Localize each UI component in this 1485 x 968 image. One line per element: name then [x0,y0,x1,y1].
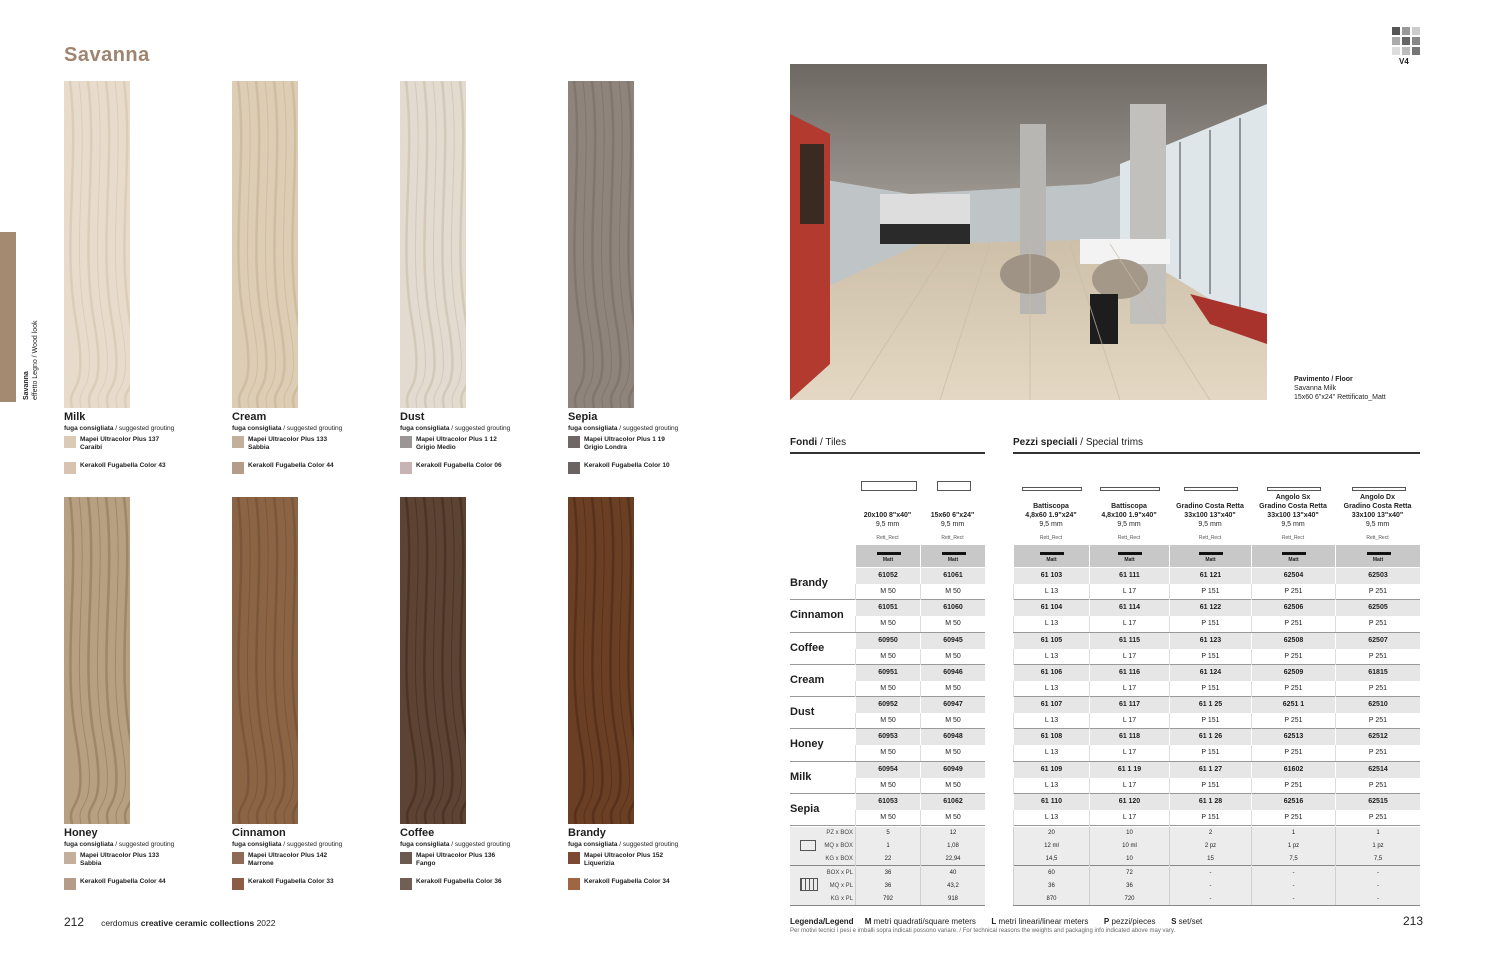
pack-label: MQ x PL [829,883,853,889]
grout-product: Mapei Ultracolor Plus 137 Caraibi [80,436,160,451]
side-label-sub: effetto Legno / Wood look [32,320,39,400]
unit-value: L 13 [1013,713,1089,729]
finish-label: Matt [1372,557,1384,563]
product-code: 62509 [1251,665,1335,681]
grout-color-chip [64,878,76,890]
unit-value: L 17 [1089,713,1169,729]
unit-value: M 50 [920,649,985,665]
pack-value: 22 [855,853,920,866]
unit-value: P 251 [1335,584,1420,600]
column-heading: Gradino Costa Retta 33x100 13"x40" 9,5 mm [1176,503,1244,528]
finish-header [1169,545,1251,567]
grout-product: Kerakoll Fugabella Color 36 [416,878,502,885]
tiles-heading-rule [790,452,985,454]
matt-bar-icon [1282,552,1306,555]
unit-value: L 17 [1089,681,1169,697]
pack-value: 7,5 [1251,853,1335,866]
table-bottom-rule [1013,905,1420,906]
trim-profile-icon [937,481,971,491]
column-heading: Angolo Dx Gradino Costa Retta 33x100 13"x40" 9,5 mm [1343,494,1412,528]
grout-color-chip [64,436,76,448]
pack-value: 40 [920,867,985,880]
unit-value: L 13 [1013,584,1089,600]
side-vertical-label [22,230,42,400]
tile-sample [232,81,298,408]
finish-label: Matt [1288,557,1299,563]
swatch-name: Coffee [400,827,435,839]
grout-color-chip [232,852,244,864]
footer-brand: cerdomus creative ceramic collections 2022 [101,918,276,928]
unit-value: L 13 [1013,810,1089,826]
side-label-name: Savanna [23,371,30,400]
swatch-name: Dust [400,411,425,423]
grout-label: fuga consigliata / suggested grouting [400,425,511,432]
pack-value: 36 [1089,880,1169,893]
pack-value: 1 [1251,827,1335,840]
pack-label: BOX x PL [826,870,853,876]
grout-color-chip [232,436,244,448]
pack-label: PZ x BOX [826,830,853,836]
unit-value: L 13 [1013,649,1089,665]
tile-sample [568,81,634,408]
matt-bar-icon [1367,552,1391,555]
pack-value: 720 [1089,893,1169,906]
grout-product: Kerakoll Fugabella Color 34 [584,878,670,885]
page-title: Savanna [64,44,150,66]
trim-profile-icon [1352,487,1406,491]
product-code: 61 109 [1013,762,1089,778]
tile-sample [400,81,466,408]
pack-value: 12 ml [1013,840,1089,853]
pack-value: 2 [1169,827,1251,840]
trim-profile-icon [1022,487,1082,491]
pack-value: 36 [1013,880,1089,893]
product-code: 60946 [920,665,985,681]
product-code: 62513 [1251,729,1335,745]
unit-value: M 50 [855,810,920,826]
product-code: 61 110 [1013,794,1089,810]
pack-value: - [1169,880,1251,893]
unit-value: M 50 [920,745,985,761]
finish-label: Matt [1124,557,1135,563]
unit-value: L 17 [1089,745,1169,761]
unit-value: L 13 [1013,778,1089,794]
product-code: 61 115 [1089,633,1169,649]
unit-value: M 50 [855,713,920,729]
product-code: 60954 [855,762,920,778]
unit-value: P 251 [1335,616,1420,632]
legend-note: Per motivi tecnici i pesi e imballi sopra indicati possono variare. / For technical reasons the weights and packaging info indicated above may vary. [790,928,1176,934]
grout-color-chip [568,878,580,890]
pack-label: KG x BOX [825,856,853,862]
product-code: 60951 [855,665,920,681]
pack-value: 36 [855,880,920,893]
column-heading: Battiscopa 4,8x60 1.9"x24" 9,5 mm [1025,503,1077,528]
grout-color-chip [400,436,412,448]
pack-value: 1 [855,840,920,853]
unit-value: L 13 [1013,681,1089,697]
pack-value: 15 [1169,853,1251,866]
tile-sample [400,497,466,824]
collection-logo-icon [1392,27,1420,55]
pack-label: KG x PL [830,896,853,902]
grout-product: Mapei Ultracolor Plus 152 Liquerizia [584,852,664,867]
unit-value: P 251 [1251,649,1335,665]
product-code: 62508 [1251,633,1335,649]
product-code: 61 104 [1013,600,1089,616]
product-code: 60947 [920,697,985,713]
logo-label: V4 [1399,57,1409,66]
rect-label: Rett_Rect [1366,535,1389,541]
unit-value: P 251 [1251,810,1335,826]
grout-color-chip [64,852,76,864]
unit-value: P 251 [1251,745,1335,761]
unit-value: M 50 [920,778,985,794]
unit-value: P 251 [1251,616,1335,632]
grout-color-chip [64,462,76,474]
unit-value: M 50 [855,681,920,697]
product-code: 62514 [1335,762,1420,778]
pack-value: 918 [920,893,985,906]
grout-product: Mapei Ultracolor Plus 133 Sabbia [248,436,328,451]
swatch-name: Sepia [568,411,598,423]
unit-value: P 251 [1251,778,1335,794]
unit-value: M 50 [920,584,985,600]
unit-value: L 17 [1089,778,1169,794]
page-number-left: 212 [64,915,85,929]
unit-value: M 50 [855,649,920,665]
trims-heading: Pezzi speciali / Special trims [1013,437,1144,448]
unit-value: P 251 [1335,810,1420,826]
finish-header [1089,545,1169,567]
unit-value: L 17 [1089,649,1169,665]
product-code: 61 103 [1013,568,1089,584]
interior-photo [790,64,1267,400]
column-heading: 20x100 8"x40" 9,5 mm [863,512,912,528]
finish-label: Matt [1046,557,1057,563]
product-code: 62503 [1335,568,1420,584]
product-code: 62505 [1335,600,1420,616]
pack-value: 10 [1089,827,1169,840]
unit-value: M 50 [920,713,985,729]
pack-value: - [1251,867,1335,880]
page-number-right: 213 [1403,914,1424,928]
swatch-name: Honey [64,827,98,839]
pack-value: 10 ml [1089,840,1169,853]
unit-value: M 50 [920,681,985,697]
caption-line-2: Savanna Milk [1294,385,1337,392]
unit-value: P 151 [1169,745,1251,761]
table-bottom-rule [790,905,985,906]
unit-value: L 13 [1013,745,1089,761]
grout-color-chip [568,852,580,864]
rect-label: Rett_Rect [876,535,899,541]
unit-value: M 50 [855,745,920,761]
grout-label: fuga consigliata / suggested grouting [232,841,343,848]
product-code: 61052 [855,568,920,584]
tile-sample [232,497,298,824]
finish-header [1013,545,1089,567]
product-code: 62515 [1335,794,1420,810]
pack-value: 7,5 [1335,853,1420,866]
pack-value: - [1251,880,1335,893]
grout-label: fuga consigliata / suggested grouting [64,425,175,432]
pack-value: 1,08 [920,840,985,853]
pack-value: - [1169,893,1251,906]
pack-value: 60 [1013,867,1089,880]
pack-value: 12 [920,827,985,840]
product-code: 60948 [920,729,985,745]
finish-header [920,545,985,567]
product-code: 60952 [855,697,920,713]
trim-profile-icon [861,481,917,491]
row-name: Sepia [790,802,820,815]
product-code: 61 123 [1169,633,1251,649]
caption-line-3: 15x60 6"x24" Rettificato_Matt [1294,394,1386,401]
product-code: 61602 [1251,762,1335,778]
unit-value: M 50 [855,616,920,632]
rect-label: Rett_Rect [1281,535,1305,541]
rect-label: Rett_Rect [1039,535,1063,541]
product-code: 61 1 27 [1169,762,1251,778]
pack-value: - [1335,893,1420,906]
pack-value: 36 [855,867,920,880]
tile-sample [64,81,130,408]
product-code: 61 118 [1089,729,1169,745]
row-name: Honey [790,738,824,751]
unit-value: P 251 [1251,713,1335,729]
pack-value: 5 [855,827,920,840]
unit-value: P 151 [1169,584,1251,600]
grout-product: Kerakoll Fugabella Color 10 [584,462,670,469]
product-code: 61 114 [1089,600,1169,616]
product-code: 61062 [920,794,985,810]
unit-value: M 50 [855,584,920,600]
product-code: 61 107 [1013,697,1089,713]
grout-product: Mapei Ultracolor Plus 1 12 Grigio Medio [416,436,497,451]
pack-value: 1 pz [1251,840,1335,853]
product-code: 61 1 25 [1169,697,1251,713]
row-name: Cinnamon [790,609,844,622]
product-code: 61 1 28 [1169,794,1251,810]
product-code: 62506 [1251,600,1335,616]
column-heading: 15x60 6"x24" 9,5 mm [930,512,975,528]
unit-value: P 251 [1335,681,1420,697]
product-code: 62504 [1251,568,1335,584]
pack-value: - [1335,867,1420,880]
matt-bar-icon [877,552,901,555]
column-heading: Angolo Sx Gradino Costa Retta 33x100 13"x40" 9,5 mm [1259,494,1327,528]
row-name: Dust [790,706,815,718]
product-code: 60950 [855,633,920,649]
product-code: 62516 [1251,794,1335,810]
unit-value: P 251 [1251,681,1335,697]
finish-label: Matt [882,557,894,563]
unit-value: P 251 [1335,745,1420,761]
unit-value: L 17 [1089,810,1169,826]
unit-value: L 17 [1089,584,1169,600]
grout-color-chip [568,436,580,448]
product-code: 61051 [855,600,920,616]
grout-product: Kerakoll Fugabella Color 44 [248,462,334,469]
unit-value: M 50 [920,810,985,826]
finish-header [855,545,920,567]
unit-value: L 17 [1089,616,1169,632]
product-code: 60945 [920,633,985,649]
trims-heading-rule [1013,452,1420,454]
product-code: 61 122 [1169,600,1251,616]
matt-bar-icon [1040,552,1064,555]
product-code: 60949 [920,762,985,778]
product-code: 61 108 [1013,729,1089,745]
unit-value: P 151 [1169,778,1251,794]
pack-value: 870 [1013,893,1089,906]
unit-value: P 251 [1335,713,1420,729]
photo-caption [1294,375,1386,402]
tiles-heading: Fondi / Tiles [790,437,847,448]
trim-profile-icon [1184,487,1238,491]
pack-value: 22,94 [920,853,985,866]
unit-value: P 151 [1169,681,1251,697]
grout-color-chip [400,462,412,474]
matt-bar-icon [1118,552,1142,555]
unit-value: P 251 [1251,584,1335,600]
rect-label: Rett_Rect [941,535,964,541]
grout-product: Mapei Ultracolor Plus 136 Fango [416,852,496,867]
grout-product: Mapei Ultracolor Plus 142 Marrone [248,852,328,867]
trim-profile-icon [1267,487,1321,491]
grout-product: Kerakoll Fugabella Color 44 [80,878,166,885]
product-code: 61 1 26 [1169,729,1251,745]
pack-value: 43,2 [920,880,985,893]
grout-product: Kerakoll Fugabella Color 06 [416,462,502,469]
grout-product: Mapei Ultracolor Plus 133 Sabbia [80,852,160,867]
unit-value: P 151 [1169,649,1251,665]
pack-label: MQ x BOX [824,843,853,849]
grout-product: Kerakoll Fugabella Color 43 [80,462,166,469]
product-code: 62510 [1335,697,1420,713]
grout-product: Kerakoll Fugabella Color 33 [248,878,334,885]
matt-bar-icon [1199,552,1223,555]
pack-value: 72 [1089,867,1169,880]
unit-value: P 251 [1335,649,1420,665]
product-code: 62512 [1335,729,1420,745]
pack-value: 1 [1335,827,1420,840]
product-code: 61 105 [1013,633,1089,649]
finish-label: Matt [947,557,959,563]
product-code: 61060 [920,600,985,616]
trim-profile-icon [1100,487,1160,491]
row-name: Coffee [790,641,825,654]
product-code: 61 106 [1013,665,1089,681]
product-code: 6251 1 [1251,697,1335,713]
unit-value: P 151 [1169,810,1251,826]
product-code: 61 120 [1089,794,1169,810]
product-code: 61061 [920,568,985,584]
unit-value: P 151 [1169,713,1251,729]
grout-color-chip [568,462,580,474]
pack-value: - [1169,867,1251,880]
rect-label: Rett_Rect [1117,535,1141,541]
grout-label: fuga consigliata / suggested grouting [64,841,175,848]
side-tab [0,232,16,402]
product-code: 61 117 [1089,697,1169,713]
unit-value: L 13 [1013,616,1089,632]
product-code: 62507 [1335,633,1420,649]
product-code: 61 121 [1169,568,1251,584]
unit-value: M 50 [920,616,985,632]
grout-color-chip [400,878,412,890]
product-code: 61815 [1335,665,1420,681]
product-code: 61 1 19 [1089,762,1169,778]
swatch-name: Brandy [568,827,606,839]
pack-value: 1 pz [1335,840,1420,853]
tile-sample [568,497,634,824]
grout-label: fuga consigliata / suggested grouting [568,841,679,848]
swatch-name: Cream [232,411,267,423]
row-name: Cream [790,673,825,686]
pack-value: - [1251,893,1335,906]
product-code: 61 124 [1169,665,1251,681]
swatch-name: Milk [64,411,86,423]
row-name: Brandy [790,577,828,589]
product-code: 60953 [855,729,920,745]
footer-left [64,915,276,929]
pack-value: 2 pz [1169,840,1251,853]
product-code: 61053 [855,794,920,810]
unit-value: M 50 [855,778,920,794]
unit-value: P 251 [1335,778,1420,794]
grout-product: Mapei Ultracolor Plus 1 19 Grigio Londra [584,436,665,451]
swatch-name: Cinnamon [232,827,286,839]
matt-bar-icon [942,552,966,555]
pack-value: 10 [1089,853,1169,866]
finish-header [1335,545,1420,567]
legend: Legenda/Legend M metri quadrati/square meters L metri lineari/linear meters P pezzi/pieces S set/set [790,917,1203,926]
column-heading: Battiscopa 4,8x100 1.9"x40" 9,5 mm [1101,503,1157,528]
tile-sample [64,497,130,824]
unit-value: P 151 [1169,616,1251,632]
grout-color-chip [232,462,244,474]
product-code: 61 116 [1089,665,1169,681]
grout-label: fuga consigliata / suggested grouting [232,425,343,432]
caption-line-1: Pavimento / Floor [1294,376,1353,383]
grout-color-chip [232,878,244,890]
row-name: Milk [790,770,812,783]
grout-color-chip [400,852,412,864]
pack-value: 792 [855,893,920,906]
product-code: 61 111 [1089,568,1169,584]
rect-label: Rett_Rect [1198,535,1222,541]
pack-value: - [1335,880,1420,893]
finish-header [1251,545,1335,567]
grout-label: fuga consigliata / suggested grouting [400,841,511,848]
finish-label: Matt [1205,557,1216,563]
pack-value: 20 [1013,827,1089,840]
grout-label: fuga consigliata / suggested grouting [568,425,679,432]
pack-value: 14,5 [1013,853,1089,866]
